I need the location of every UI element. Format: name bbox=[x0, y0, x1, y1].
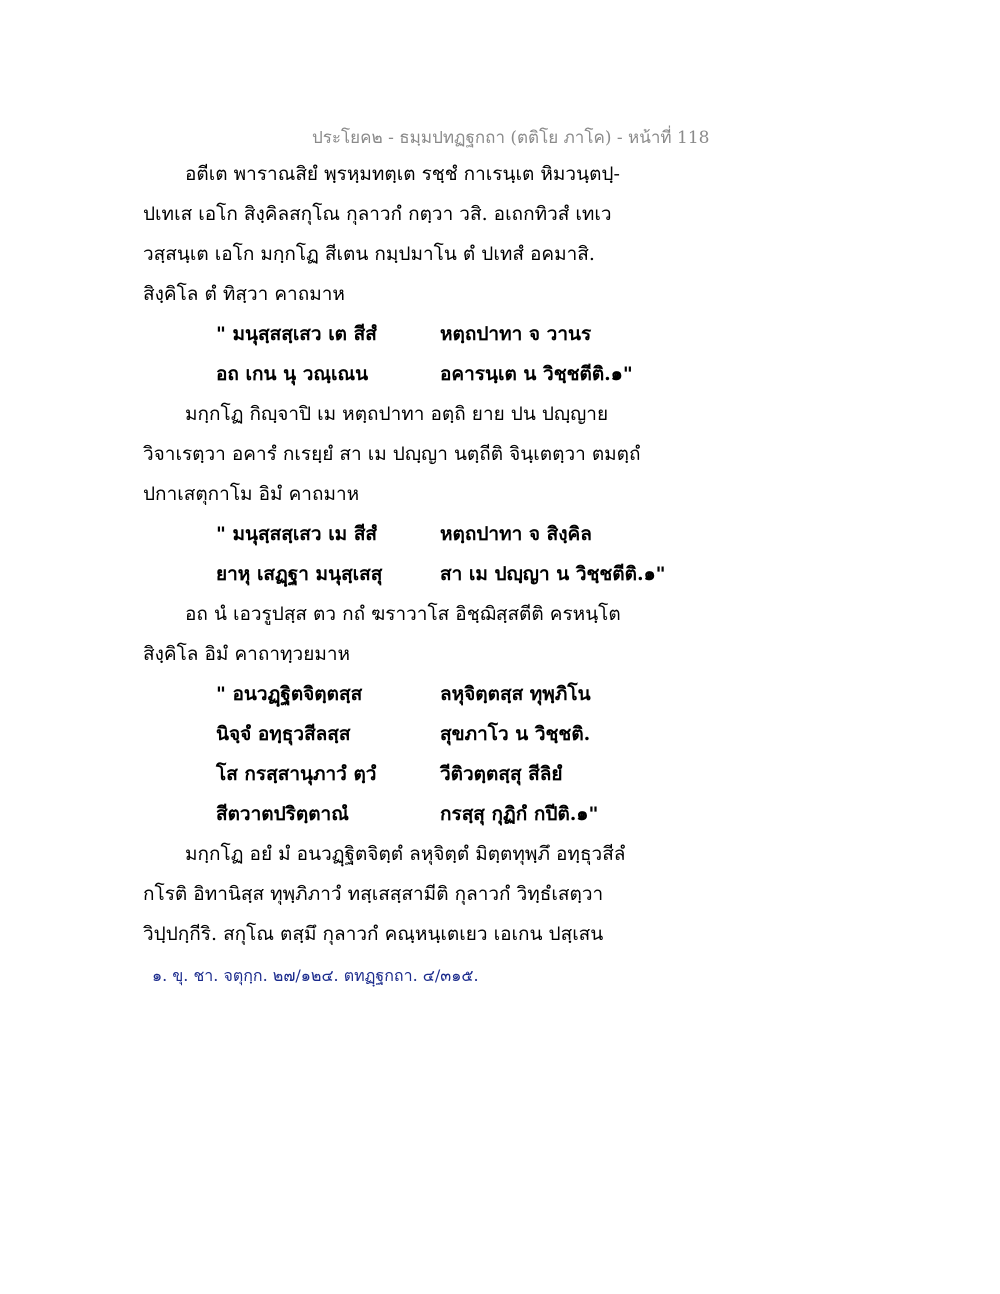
verse-line bbox=[143, 794, 673, 834]
body-text bbox=[143, 154, 673, 954]
verse-first-half: โส กรสฺสานุภาวํ ตฺวํ bbox=[216, 763, 377, 785]
verse-second-half: กรสฺสุ กุฏิกํ กปีติ.๑" bbox=[440, 803, 599, 825]
paragraph-line: สิงฺคิโล ตํ ทิสฺวา คาถมาห bbox=[143, 283, 345, 305]
verse-first-half: " อนวฏฺฐิตจิตฺตสฺส bbox=[216, 683, 363, 705]
verse-first-half: สีตวาตปริตฺตาณํ bbox=[216, 803, 349, 825]
verse-first-half: " มนุสฺสสฺเสว เม สีสํ bbox=[216, 523, 378, 545]
verse-first-half: อถ เกน นุ วณฺเณน bbox=[216, 363, 369, 385]
paragraph-line: วิปฺปกฺกีริ. สกุโณ ตสฺมึ กุลาวกํ คณฺหนฺเตเยว เอเกน ปสฺเสน bbox=[143, 923, 604, 945]
paragraph-line: อถ นํ เอวรูปสฺส ตว กถํ ฆราวาโส อิชฺฌิสฺสตีติ ครหนฺโต bbox=[185, 603, 621, 625]
verse-second-half: วีติวตฺตสฺสุ สีลิยํ bbox=[440, 763, 563, 785]
verse-line bbox=[143, 714, 673, 754]
footnote: ๑. ขุ. ชา. จตุกฺก. ๒๗/๑๒๔. ตทฏฺฐกถา. ๔/๓๑๕. bbox=[152, 966, 479, 985]
verse-second-half: สา เม ปญฺญา น วิชฺชตีติ.๑" bbox=[440, 563, 666, 585]
verse-line bbox=[143, 314, 673, 354]
verse-line bbox=[143, 754, 673, 794]
paragraph-line: ปกาเสตุกาโม อิมํ คาถมาห bbox=[143, 483, 360, 505]
paragraph-line: มกฺกโฏ อยํ มํ อนวฏฺฐิตจิตฺตํ ลหุจิตฺตํ มิตฺตทุพฺภึ อทฺธุวสีลํ bbox=[185, 843, 626, 865]
paragraph-line: สิงฺคิโล อิมํ คาถาทฺวยมาห bbox=[143, 643, 351, 665]
verse-line bbox=[143, 554, 673, 594]
paragraph-line: วสฺสนฺเต เอโก มกฺกโฏ สีเตน กมฺปมาโน ตํ ปเทสํ อคมาสิ. bbox=[143, 243, 595, 265]
paragraph-line: ปเทเส เอโก สิงฺคิลสกุโณ กุลาวกํ กตฺวา วสิ. อเถกทิวสํ เทเว bbox=[143, 203, 612, 225]
verse-first-half: ยาหุ เสฏฺฐา มนุสฺเสสุ bbox=[216, 563, 383, 585]
verse-first-half: นิจฺจํ อทฺธุวสีลสฺส bbox=[216, 723, 351, 745]
paragraph-line: วิจาเรตฺวา อคารํ กเรยฺยํ สา เม ปญฺญา นตฺถีติ จินฺเตตฺวา ตมตฺถํ bbox=[143, 443, 641, 465]
verse-line bbox=[143, 354, 673, 394]
paragraph-line: กโรติ อิทานิสฺส ทุพฺภิภาวํ ทสฺเสสฺสามีติ กุลาวกํ วิทฺธํเสตฺวา bbox=[143, 883, 604, 905]
paragraph-line: อตีเต พาราณสิยํ พฺรหฺมทตฺเต รชฺชํ กาเรนฺเต หิมวนฺตปฺ- bbox=[185, 163, 620, 185]
verse-second-half: อคารนฺเต น วิชฺชตีติ.๑" bbox=[440, 363, 633, 385]
verse-line bbox=[143, 514, 673, 554]
verse-line bbox=[143, 674, 673, 714]
verse-second-half: ลหุจิตฺตสฺส ทุพฺภิโน bbox=[440, 683, 591, 705]
verse-second-half: หตฺถปาทา จ วานร bbox=[440, 323, 592, 345]
paragraph-line: มกฺกโฏ กิญฺจาปิ เม หตฺถปาทา อตฺถิ ยาย ปน ปญฺญาย bbox=[185, 403, 609, 425]
verse-first-half: " มนุสฺสสฺเสว เต สีสํ bbox=[216, 323, 377, 345]
verse-second-half: หตฺถปาทา จ สิงฺคิล bbox=[440, 523, 592, 545]
verse-second-half: สุขภาโว น วิชฺชติ. bbox=[440, 723, 591, 745]
running-header: ประโยค๒ - ธมฺมปทฏฐกถา (ตติโย ภาโค) - หน้าที่ 118 bbox=[312, 128, 710, 148]
